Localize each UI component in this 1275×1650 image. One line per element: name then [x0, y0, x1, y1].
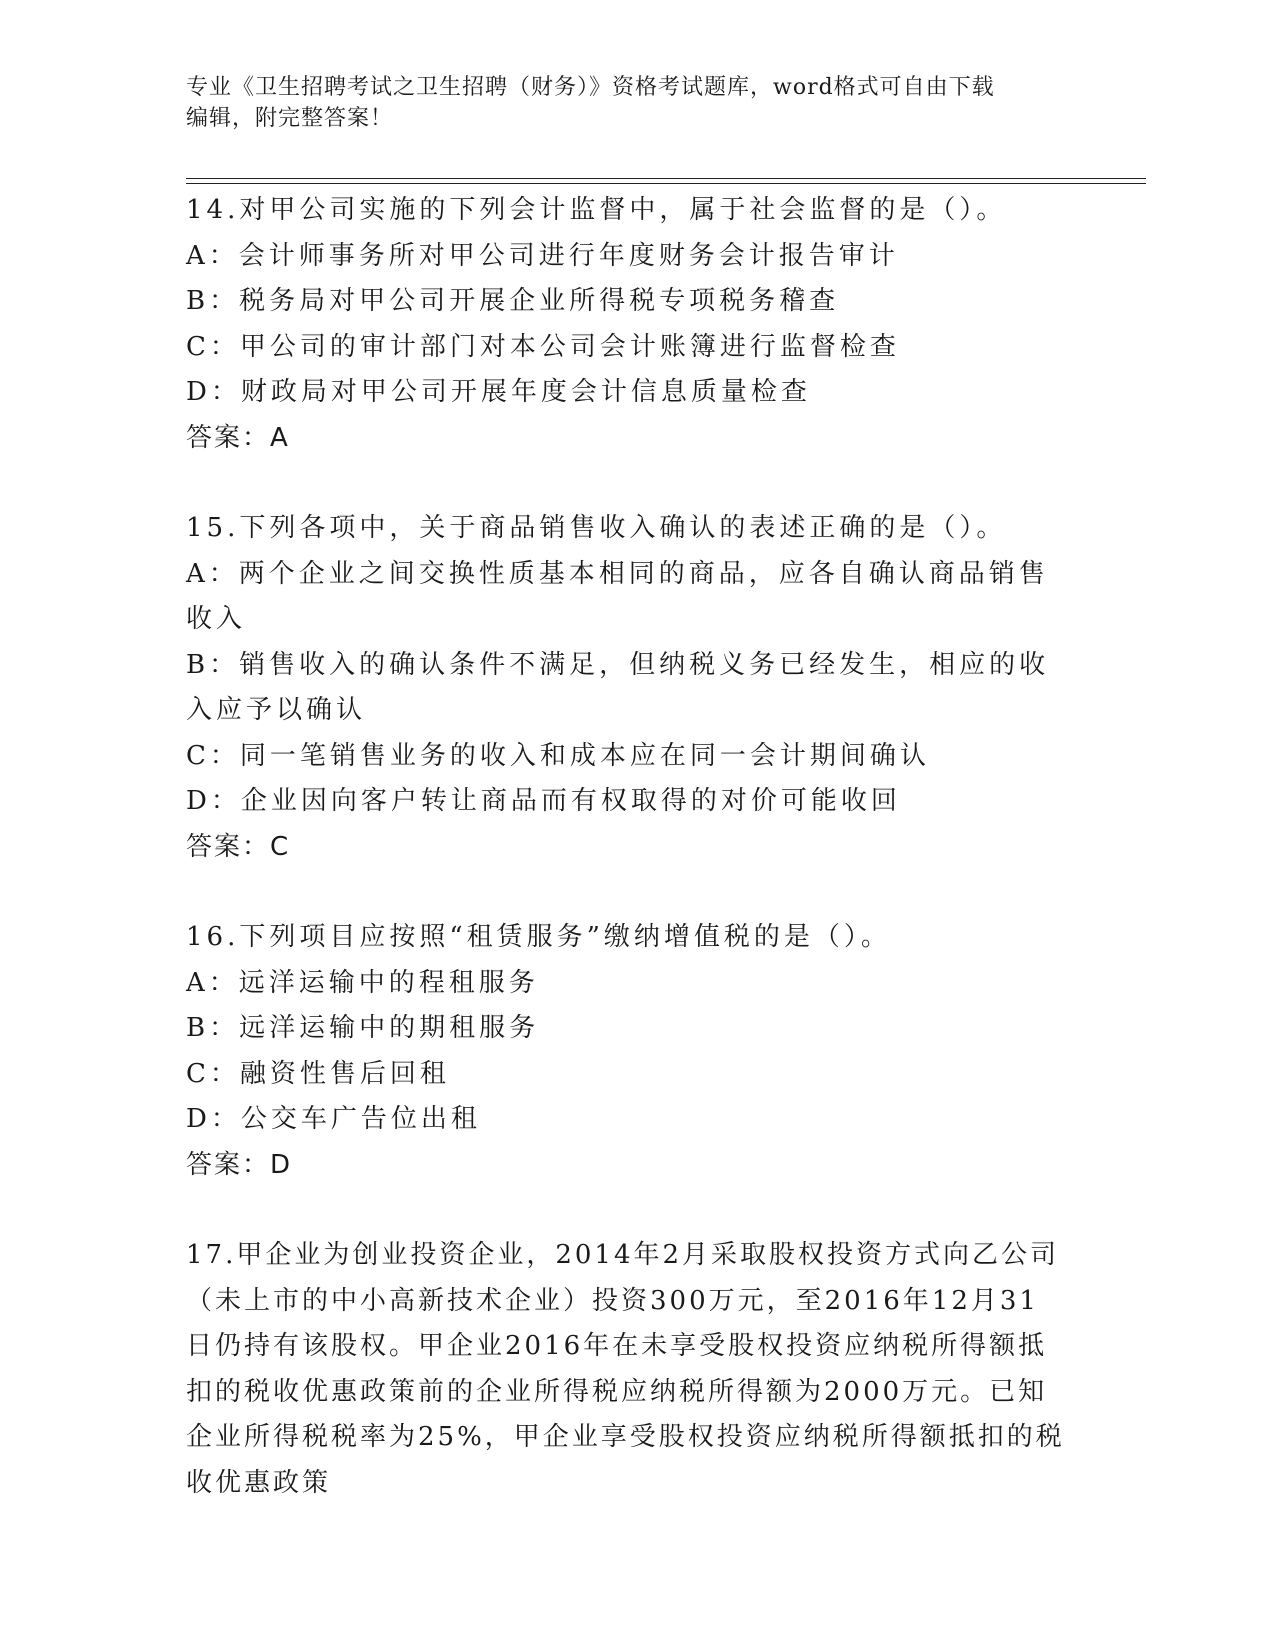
option-b: B：销售收入的确认条件不满足，但纳税义务已经发生，相应的收入应予以确认 [186, 649, 1050, 725]
question-14 [186, 188, 1066, 461]
question-stem: 15.下列各项中，关于商品销售收入确认的表述正确的是（）。 [186, 513, 1007, 543]
option-c: C：甲公司的审计部门对本公司会计账簿进行监督检查 [186, 331, 900, 362]
option-d: D：财政局对甲公司开展年度会计信息质量检查 [186, 377, 811, 407]
question-stem: 16.下列项目应按照“租赁服务”缴纳增值税的是（）。 [186, 922, 891, 952]
option-c: C：融资性售后回租 [186, 1058, 450, 1089]
header-rule-top [186, 178, 1146, 179]
question-15 [186, 506, 1066, 870]
option-d: D：公交车广告位出租 [186, 1104, 481, 1134]
option-b: B：远洋运输中的期租服务 [186, 1013, 540, 1043]
option-c: C：同一笔销售业务的收入和成本应在同一会计期间确认 [186, 740, 930, 771]
header-line-1: 专业《卫生招聘考试之卫生招聘（财务）》资格考试题库，word格式可自由下载 [186, 75, 995, 100]
header-line-2: 编辑，附完整答案！ [186, 106, 394, 131]
question-16 [186, 915, 1066, 1188]
option-a: A：会计师事务所对甲公司进行年度财务会计报告审计 [186, 240, 899, 271]
answer: 答案：C [186, 831, 291, 862]
question-stem: 14.对甲公司实施的下列会计监督中，属于社会监督的是（）。 [186, 195, 1007, 225]
question-17 [186, 1233, 1066, 1506]
question-stem: 17.甲企业为创业投资企业，2014年2月采取股权投资方式向乙公司（未上市的中小高新技术企业）投资300万元，至2016年12月31日仍持有该股权。甲企业2016年在未享受股权投资应纳税所得额抵扣的税收优惠政策前的企业所得税应纳税所得额为2000万元。已知企业所得税税率为25%，甲企业享受股权投资应纳税所得额抵扣的税收优惠政策 [186, 1240, 1065, 1498]
option-a: A：两个企业之间交换性质基本相同的商品，应各自确认商品销售收入 [186, 558, 1049, 634]
header-rule-bottom [186, 183, 1146, 184]
answer: 答案：D [186, 1149, 293, 1180]
option-b: B：税务局对甲公司开展企业所得税专项税务稽查 [186, 286, 840, 316]
option-d: D：企业因向客户转让商品而有权取得的对价可能收回 [186, 786, 901, 816]
answer: 答案：A [186, 422, 290, 453]
page-header [186, 72, 1066, 134]
question-list [186, 188, 1066, 1551]
option-a: A：远洋运输中的程租服务 [186, 967, 539, 998]
